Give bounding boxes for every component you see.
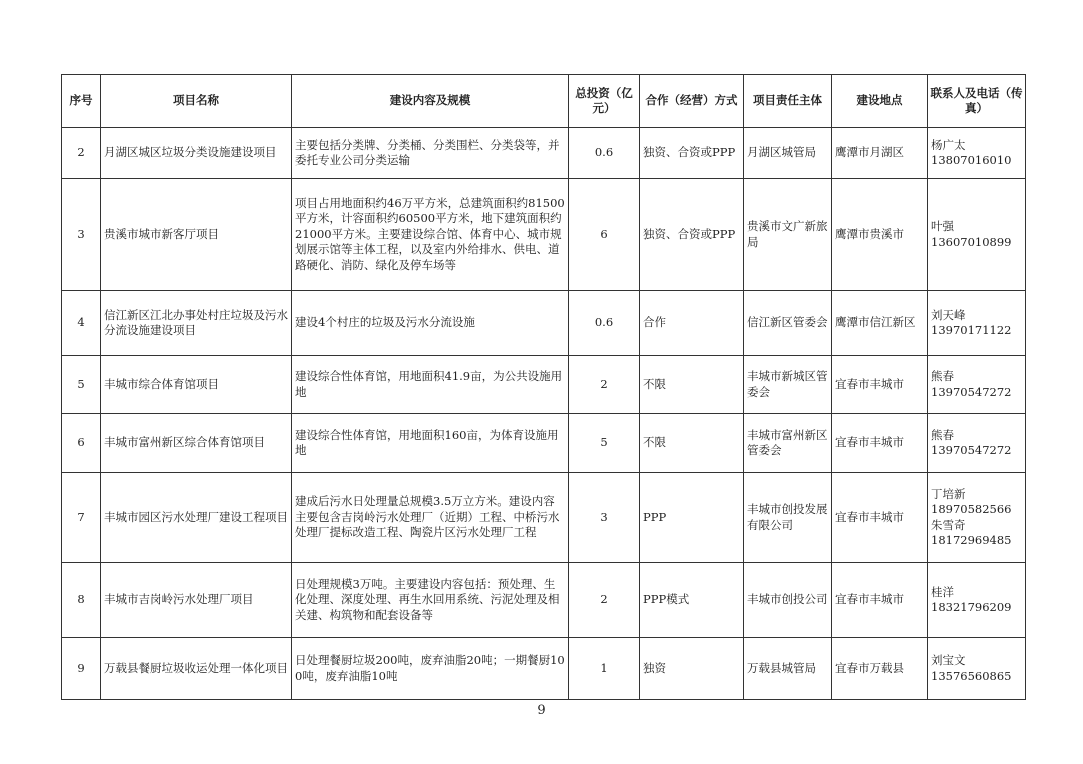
cell-investment: 0.6: [569, 128, 640, 179]
cell-content: 建成后污水日处理量总规模3.5万立方米。建设内容主要包含吉岗岭污水处理厂（近期）工程、中桥污水处理厂提标改造工程、陶瓷片区污水处理厂工程: [292, 473, 569, 563]
contact-phone: 13607010899: [931, 234, 1012, 249]
cell-contact: [928, 414, 1026, 473]
cell-name: 丰城市富州新区综合体育馆项目: [101, 414, 292, 473]
cell-location: 宜春市丰城市: [832, 414, 928, 473]
header-row: [62, 75, 1026, 128]
contact-phone: 13970547272: [931, 443, 1012, 457]
table-row: [62, 414, 1026, 473]
cell-mode: 不限: [640, 414, 744, 473]
cell-mode: 不限: [640, 356, 744, 414]
contact-phone: 13970171122: [931, 323, 1012, 337]
cell-owner: 丰城市新城区管委会: [744, 356, 832, 414]
cell-seq: 7: [62, 473, 101, 563]
header-contact: 联系人及电话（传真）: [928, 75, 1026, 128]
page-number: 9: [537, 703, 546, 718]
cell-name: 丰城市综合体育馆项目: [101, 356, 292, 414]
cell-content: 建设综合性体育馆，用地面积160亩，为体育设施用地: [292, 414, 569, 473]
cell-contact: [928, 473, 1026, 563]
cell-seq: 2: [62, 128, 101, 179]
cell-contact: [928, 128, 1026, 179]
cell-mode: 独资、合资或PPP: [640, 179, 744, 291]
contact-person: 刘宝文: [931, 653, 966, 667]
cell-location: 宜春市丰城市: [832, 356, 928, 414]
cell-location: 鹰潭市贵溪市: [832, 179, 928, 291]
cell-name: 信江新区江北办事处村庄垃圾及污水分流设施建设项目: [101, 291, 292, 356]
cell-content: 建设4个村庄的垃圾及污水分流设施: [292, 291, 569, 356]
cell-location: 鹰潭市信江新区: [832, 291, 928, 356]
cell-contact: [928, 291, 1026, 356]
table-row: [62, 291, 1026, 356]
cell-investment: 5: [569, 414, 640, 473]
cell-name: 贵溪市城市新客厅项目: [101, 179, 292, 291]
contact-phone: 13576560865: [931, 668, 1012, 683]
header-investment: 总投资（亿元）: [569, 75, 640, 128]
contact-person-2: 朱雪奇: [931, 517, 966, 532]
cell-investment: 3: [569, 473, 640, 563]
table-row: [62, 128, 1026, 179]
contact-phone-2: 18172969485: [931, 533, 1012, 547]
cell-content: 建设综合性体育馆，用地面积41.9亩，为公共设施用地: [292, 356, 569, 414]
cell-contact: [928, 563, 1026, 638]
cell-mode: 独资、合资或PPP: [640, 128, 744, 179]
cell-investment: 1: [569, 638, 640, 700]
cell-seq: 3: [62, 179, 101, 291]
cell-owner: 丰城市创投公司: [744, 563, 832, 638]
cell-content: 项目占用地面积约46万平方米，总建筑面积约81500平方米，计容面积约60500平方米，地下建筑面积约21000平方米。主要建设综合馆、体育中心、城市规划展示馆等主体工程，以及室内外给排水、供电、道路硬化、消防、绿化及停车场等: [292, 179, 569, 291]
cell-owner: 月湖区城管局: [744, 128, 832, 179]
cell-name: 丰城市吉岗岭污水处理厂项目: [101, 563, 292, 638]
contact-person: 桂洋: [931, 584, 954, 599]
cell-location: 宜春市丰城市: [832, 473, 928, 563]
header-location: 建设地点: [832, 75, 928, 128]
cell-owner: 丰城市富州新区管委会: [744, 414, 832, 473]
cell-owner: 贵溪市文广新旅局: [744, 179, 832, 291]
cell-mode: PPP: [640, 473, 744, 563]
contact-person: 熊春: [931, 427, 954, 442]
cell-mode: 合作: [640, 291, 744, 356]
cell-mode: 独资: [640, 638, 744, 700]
cell-contact: [928, 179, 1026, 291]
cell-content: 日处理餐厨垃圾200吨，废弃油脂20吨；一期餐厨100吨，废弃油脂10吨: [292, 638, 569, 700]
contact-phone: 18321796209: [931, 600, 1012, 614]
cell-name: 丰城市园区污水处理厂建设工程项目: [101, 473, 292, 563]
cell-content: 日处理规模3万吨。主要建设内容包括：预处理、生化处理、深度处理、再生水回用系统、污泥处理及相关建、构筑物和配套设备等: [292, 563, 569, 638]
contact-phone: 18970582566: [931, 502, 1012, 516]
contact-person: 刘天峰: [931, 307, 966, 322]
table-row: [62, 638, 1026, 700]
contact-phone: 13807016010: [931, 153, 1012, 167]
table-row: [62, 473, 1026, 563]
cell-name: 万载县餐厨垃圾收运处理一体化项目: [101, 638, 292, 700]
header-content: 建设内容及规模: [292, 75, 569, 128]
cell-seq: 8: [62, 563, 101, 638]
header-seq: 序号: [62, 75, 101, 128]
project-table: [61, 74, 1026, 700]
cell-owner: 万载县城管局: [744, 638, 832, 700]
header-owner: 项目责任主体: [744, 75, 832, 128]
contact-person: 叶强: [931, 219, 954, 233]
table-row: [62, 563, 1026, 638]
cell-owner: 丰城市创投发展有限公司: [744, 473, 832, 563]
cell-contact: [928, 356, 1026, 414]
table-row: [62, 179, 1026, 291]
cell-contact: [928, 638, 1026, 700]
cell-investment: 6: [569, 179, 640, 291]
contact-phone: 13970547272: [931, 384, 1012, 399]
cell-seq: 9: [62, 638, 101, 700]
header-name: 项目名称: [101, 75, 292, 128]
contact-person: 熊春: [931, 369, 954, 383]
contact-person: 丁培新: [931, 486, 966, 501]
header-mode: 合作（经营）方式: [640, 75, 744, 128]
contact-person: 杨广太: [931, 137, 966, 152]
cell-owner: 信江新区管委会: [744, 291, 832, 356]
cell-location: 鹰潭市月湖区: [832, 128, 928, 179]
cell-seq: 4: [62, 291, 101, 356]
cell-investment: 2: [569, 563, 640, 638]
cell-location: 宜春市丰城市: [832, 563, 928, 638]
cell-name: 月湖区城区垃圾分类设施建设项目: [101, 128, 292, 179]
cell-location: 宜春市万载县: [832, 638, 928, 700]
cell-mode: PPP模式: [640, 563, 744, 638]
cell-investment: 0.6: [569, 291, 640, 356]
cell-content: 主要包括分类牌、分类桶、分类围栏、分类袋等，并委托专业公司分类运输: [292, 128, 569, 179]
cell-seq: 6: [62, 414, 101, 473]
table-row: [62, 356, 1026, 414]
cell-investment: 2: [569, 356, 640, 414]
cell-seq: 5: [62, 356, 101, 414]
